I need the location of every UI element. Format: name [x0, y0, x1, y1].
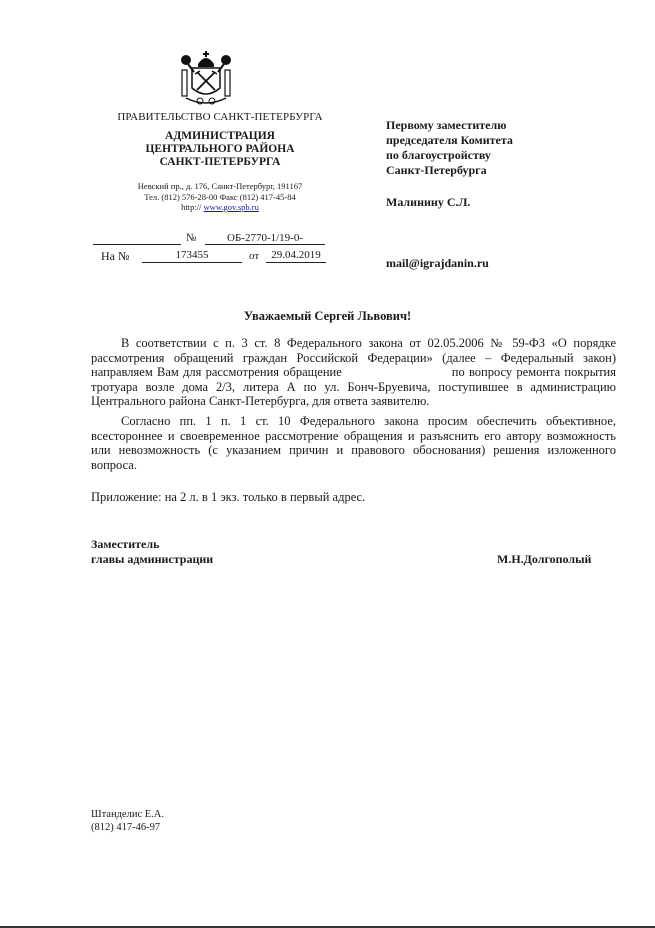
administration-line: ЦЕНТРАЛЬНОГО РАЙОНА: [145, 143, 295, 155]
administration-name: [100, 130, 340, 169]
date-label: от: [249, 250, 260, 262]
blank-line: [93, 244, 181, 245]
recipient-name: Малинину С.Л.: [386, 195, 471, 209]
ref-date: 29.04.2019: [271, 249, 321, 261]
administration-line: АДМИНИСТРАЦИЯ: [165, 130, 275, 142]
signatory-title: [91, 537, 213, 567]
sender-website-row: [100, 202, 340, 213]
recipient-line: Санкт-Петербурга: [386, 163, 487, 177]
ref-number: 173455: [175, 249, 209, 261]
sender-contacts: [100, 181, 340, 213]
website-link[interactable]: www.gov.spb.ru: [203, 202, 259, 212]
body-paragraph: В соответствии с п. 3 ст. 8 Федерального закона от 02.05.2006 № 59-ФЗ «О порядке рассмотрения обращений граждан Российской Федерации» (далее – Федеральный закон) направляем Вам для рассмотрения обращение по вопросу ремонта покрытия тротуара возле дома 2/3, литера А по ул. Бонч-Бруевича, поступившее в администрацию Центрального района Санкт-Петербурга, для ответа заявителю.: [91, 336, 620, 408]
signatory-title-line: Заместитель: [91, 537, 160, 551]
recipient-email: mail@igrajdanin.ru: [386, 256, 489, 270]
executor-info: [91, 808, 164, 834]
executor-phone: (812) 417-46-97: [91, 822, 161, 833]
signatory-title-line: главы администрации: [91, 552, 214, 566]
executor-name: Штанделис Е.А.: [91, 809, 164, 820]
greeting: Уважаемый Сергей Львович!: [243, 309, 412, 323]
sender-phone-fax: Тел. (812) 576-28-00 Факс (812) 417-45-84: [144, 191, 296, 202]
outgoing-number: ОБ-2770-1/19-0-: [227, 232, 303, 244]
attachment-note: Приложение: на 2 л. в 1 экз. только в первый адрес.: [91, 490, 366, 504]
recipient-line: Первому заместителю: [386, 118, 507, 132]
recipient-line: председателя Комитета: [386, 133, 513, 147]
signatory-name: М.Н.Долгополый: [497, 552, 592, 566]
administration-line: САНКТ-ПЕТЕРБУРГА: [159, 156, 281, 168]
government-name: ПРАВИТЕЛЬСТВО САНКТ-ПЕТЕРБУРГА: [117, 111, 323, 123]
number-label: №: [186, 232, 197, 244]
recipient-position: [386, 118, 513, 178]
ref-label: На №: [101, 249, 130, 263]
recipient-line: по благоустройству: [386, 148, 491, 162]
website-prefix: http://: [181, 202, 202, 212]
sender-address: Невский пр., д. 176, Санкт-Петербург, 191167: [137, 181, 303, 191]
body-paragraph: Согласно пп. 1 п. 1 ст. 10 Федерального закона просим обеспечить объективное, всестороннее и своевременное рассмотрение обращения и разъяснить его автору возможность или невозможность (с указанием причин и правового обоснования) решения изложенного вопроса.: [91, 414, 616, 472]
st-petersburg-coat-of-arms-icon: [178, 50, 234, 108]
